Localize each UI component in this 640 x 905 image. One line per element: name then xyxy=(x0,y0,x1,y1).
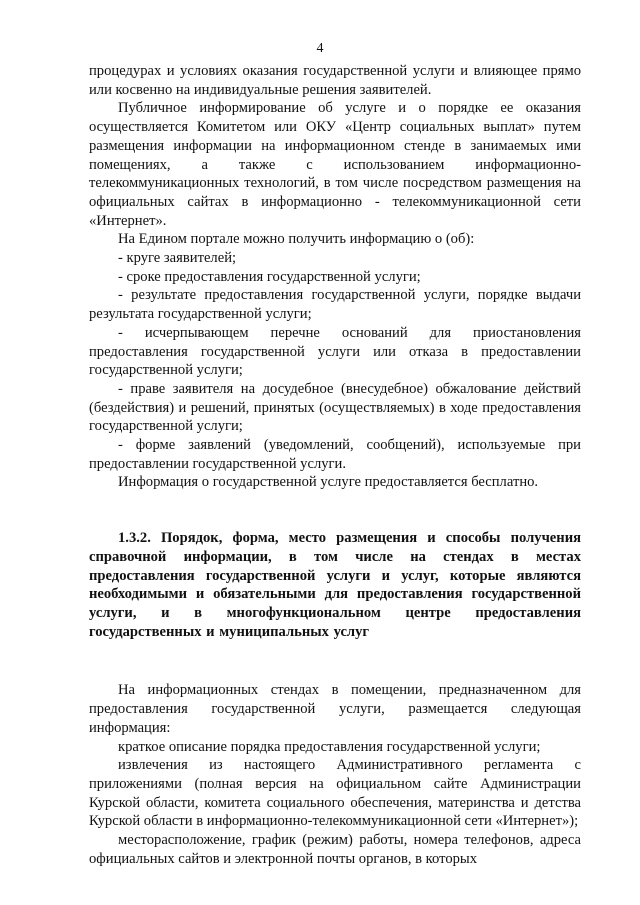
section-heading: 1.3.2. Порядок, форма, место размещения и способы получения справочной информации, в том числе на стендах в местах предоставления государственной услуги и услуг, которые являются необходимыми и обязательными для предоставления государственной услуги, и в многофункциональном центре предоставления государственных и муниципальных услуг xyxy=(89,530,581,640)
paragraph-stands-info: На информационных стендах в помещении, предназначенном для предоставления государственной услуги, размещается следующая информация: xyxy=(89,682,581,736)
paragraph-short-description: краткое описание порядка предоставления государственной услуги; xyxy=(118,738,541,755)
list-item: - сроке предоставления государственной услуги; xyxy=(118,268,421,285)
list-item: - форме заявлений (уведомлений, сообщений), используемые при предоставлении государственной услуги. xyxy=(89,437,581,472)
paragraph-public-informing: Публичное информирование об услуге и о порядке ее оказания осуществляется Комитетом или ОКУ «Центр социальных выплат» путем размещения информации на информационном стенде в занимаемых ими помещениях, а также с использованием информационно-телекоммуникационных технологий, в том числе посредством размещения на официальных сайтах в информационно - телекоммуникационной сети «Интернет». xyxy=(89,100,581,229)
list-item: - праве заявителя на досудебное (внесудебное) обжалование действий (бездействия) и решений, принятых (осуществляемых) в ходе предоставления государственной услуги; xyxy=(89,380,581,435)
document-body xyxy=(89,62,581,868)
list-item: - круге заявителей; xyxy=(118,250,237,267)
paragraph-continuation: процедурах и условиях оказания государственной услуги и влияющее прямо или косвенно на индивидуальные решения заявителей. xyxy=(89,63,581,98)
paragraph-extracts: извлечения из настоящего Административного регламента с приложениями (полная версия на официальном сайте Администрации Курской области, комитета социального обеспечения, материнства и детства Курской области в информационно-телекоммуникационной сети «Интернет»); xyxy=(89,757,581,830)
paragraph-portal-info: На Едином портале можно получить информацию о (об): xyxy=(118,231,475,248)
list-item: - исчерпывающем перечне оснований для приостановления предоставления государственной услуги или отказа в предоставлении государственной услуги; xyxy=(89,324,581,379)
paragraph-location-schedule: месторасположение, график (режим) работы, номера телефонов, адреса официальных сайтов и электронной почты органов, в которых xyxy=(89,832,581,867)
page-number: 4 xyxy=(316,41,324,56)
list-item: - результате предоставления государственной услуги, порядке выдачи результата государственной услуги; xyxy=(89,287,581,323)
paragraph-free-info: Информация о государственной услуге предоставляется бесплатно. xyxy=(118,474,539,491)
